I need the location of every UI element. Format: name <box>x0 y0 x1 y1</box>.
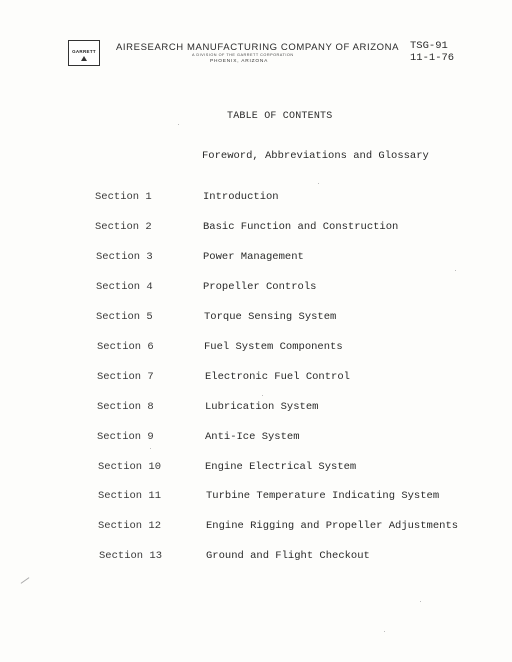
section-number: Section 5 <box>96 311 153 323</box>
toc-row <box>0 401 512 415</box>
logo-mark-icon <box>81 56 87 61</box>
section-title: Lubrication System <box>205 401 319 413</box>
toc-row <box>0 431 512 445</box>
section-title: Fuel System Components <box>204 341 343 353</box>
garrett-logo <box>68 40 100 66</box>
section-title: Introduction <box>203 191 279 203</box>
section-number: Section 6 <box>97 341 154 353</box>
section-number: Section 12 <box>98 520 162 532</box>
toc-foreword: Foreword, Abbreviations and Glossary <box>202 150 429 162</box>
document-reference <box>410 40 454 64</box>
scan-speck <box>150 448 151 449</box>
scan-speck <box>318 183 319 184</box>
section-title: Electronic Fuel Control <box>205 371 350 383</box>
section-number: Section 7 <box>97 371 154 383</box>
section-number: Section 9 <box>97 431 154 443</box>
section-number: Section 10 <box>98 461 162 473</box>
toc-row <box>0 191 512 205</box>
document-number: TSG-91 <box>410 40 448 52</box>
toc-row <box>0 371 512 385</box>
section-title: Anti-Ice System <box>205 431 300 443</box>
logo-text: GARRETT <box>72 49 96 54</box>
company-division: A DIVISION OF THE GARRETT CORPORATION <box>192 53 294 57</box>
toc-row <box>0 281 512 295</box>
section-number: Section 3 <box>96 251 153 263</box>
section-number: Section 1 <box>95 191 152 203</box>
section-number: Section 4 <box>96 281 153 293</box>
scan-speck <box>455 270 456 271</box>
company-name: AIRESEARCH MANUFACTURING COMPANY OF ARIZONA <box>116 42 400 53</box>
section-number: Section 13 <box>99 550 163 562</box>
toc-row <box>0 461 512 475</box>
section-title: Engine Rigging and Propeller Adjustments <box>206 520 459 532</box>
scan-speck <box>262 395 263 396</box>
section-number: Section 2 <box>95 221 152 233</box>
company-city: PHOENIX, ARIZONA <box>210 59 269 64</box>
section-title: Torque Sensing System <box>204 311 337 323</box>
toc-row <box>0 550 512 564</box>
scan-speck <box>420 601 421 602</box>
scan-speck <box>178 124 179 125</box>
section-title: Propeller Controls <box>203 281 317 293</box>
section-number: Section 8 <box>97 401 154 413</box>
section-title: Basic Function and Construction <box>203 221 399 233</box>
toc-title: TABLE OF CONTENTS <box>227 111 333 122</box>
section-title: Power Management <box>203 251 304 263</box>
scan-mark <box>21 577 30 584</box>
toc-row <box>0 520 512 534</box>
toc-row <box>0 221 512 235</box>
section-title: Turbine Temperature Indicating System <box>206 490 440 502</box>
toc-row <box>0 490 512 504</box>
toc-row <box>0 251 512 265</box>
section-number: Section 11 <box>98 490 162 502</box>
section-title: Engine Electrical System <box>205 461 357 473</box>
document-date: 11-1-76 <box>410 52 455 64</box>
toc-row <box>0 311 512 325</box>
scan-speck <box>384 631 385 632</box>
section-title: Ground and Flight Checkout <box>206 550 370 562</box>
toc-row <box>0 341 512 355</box>
